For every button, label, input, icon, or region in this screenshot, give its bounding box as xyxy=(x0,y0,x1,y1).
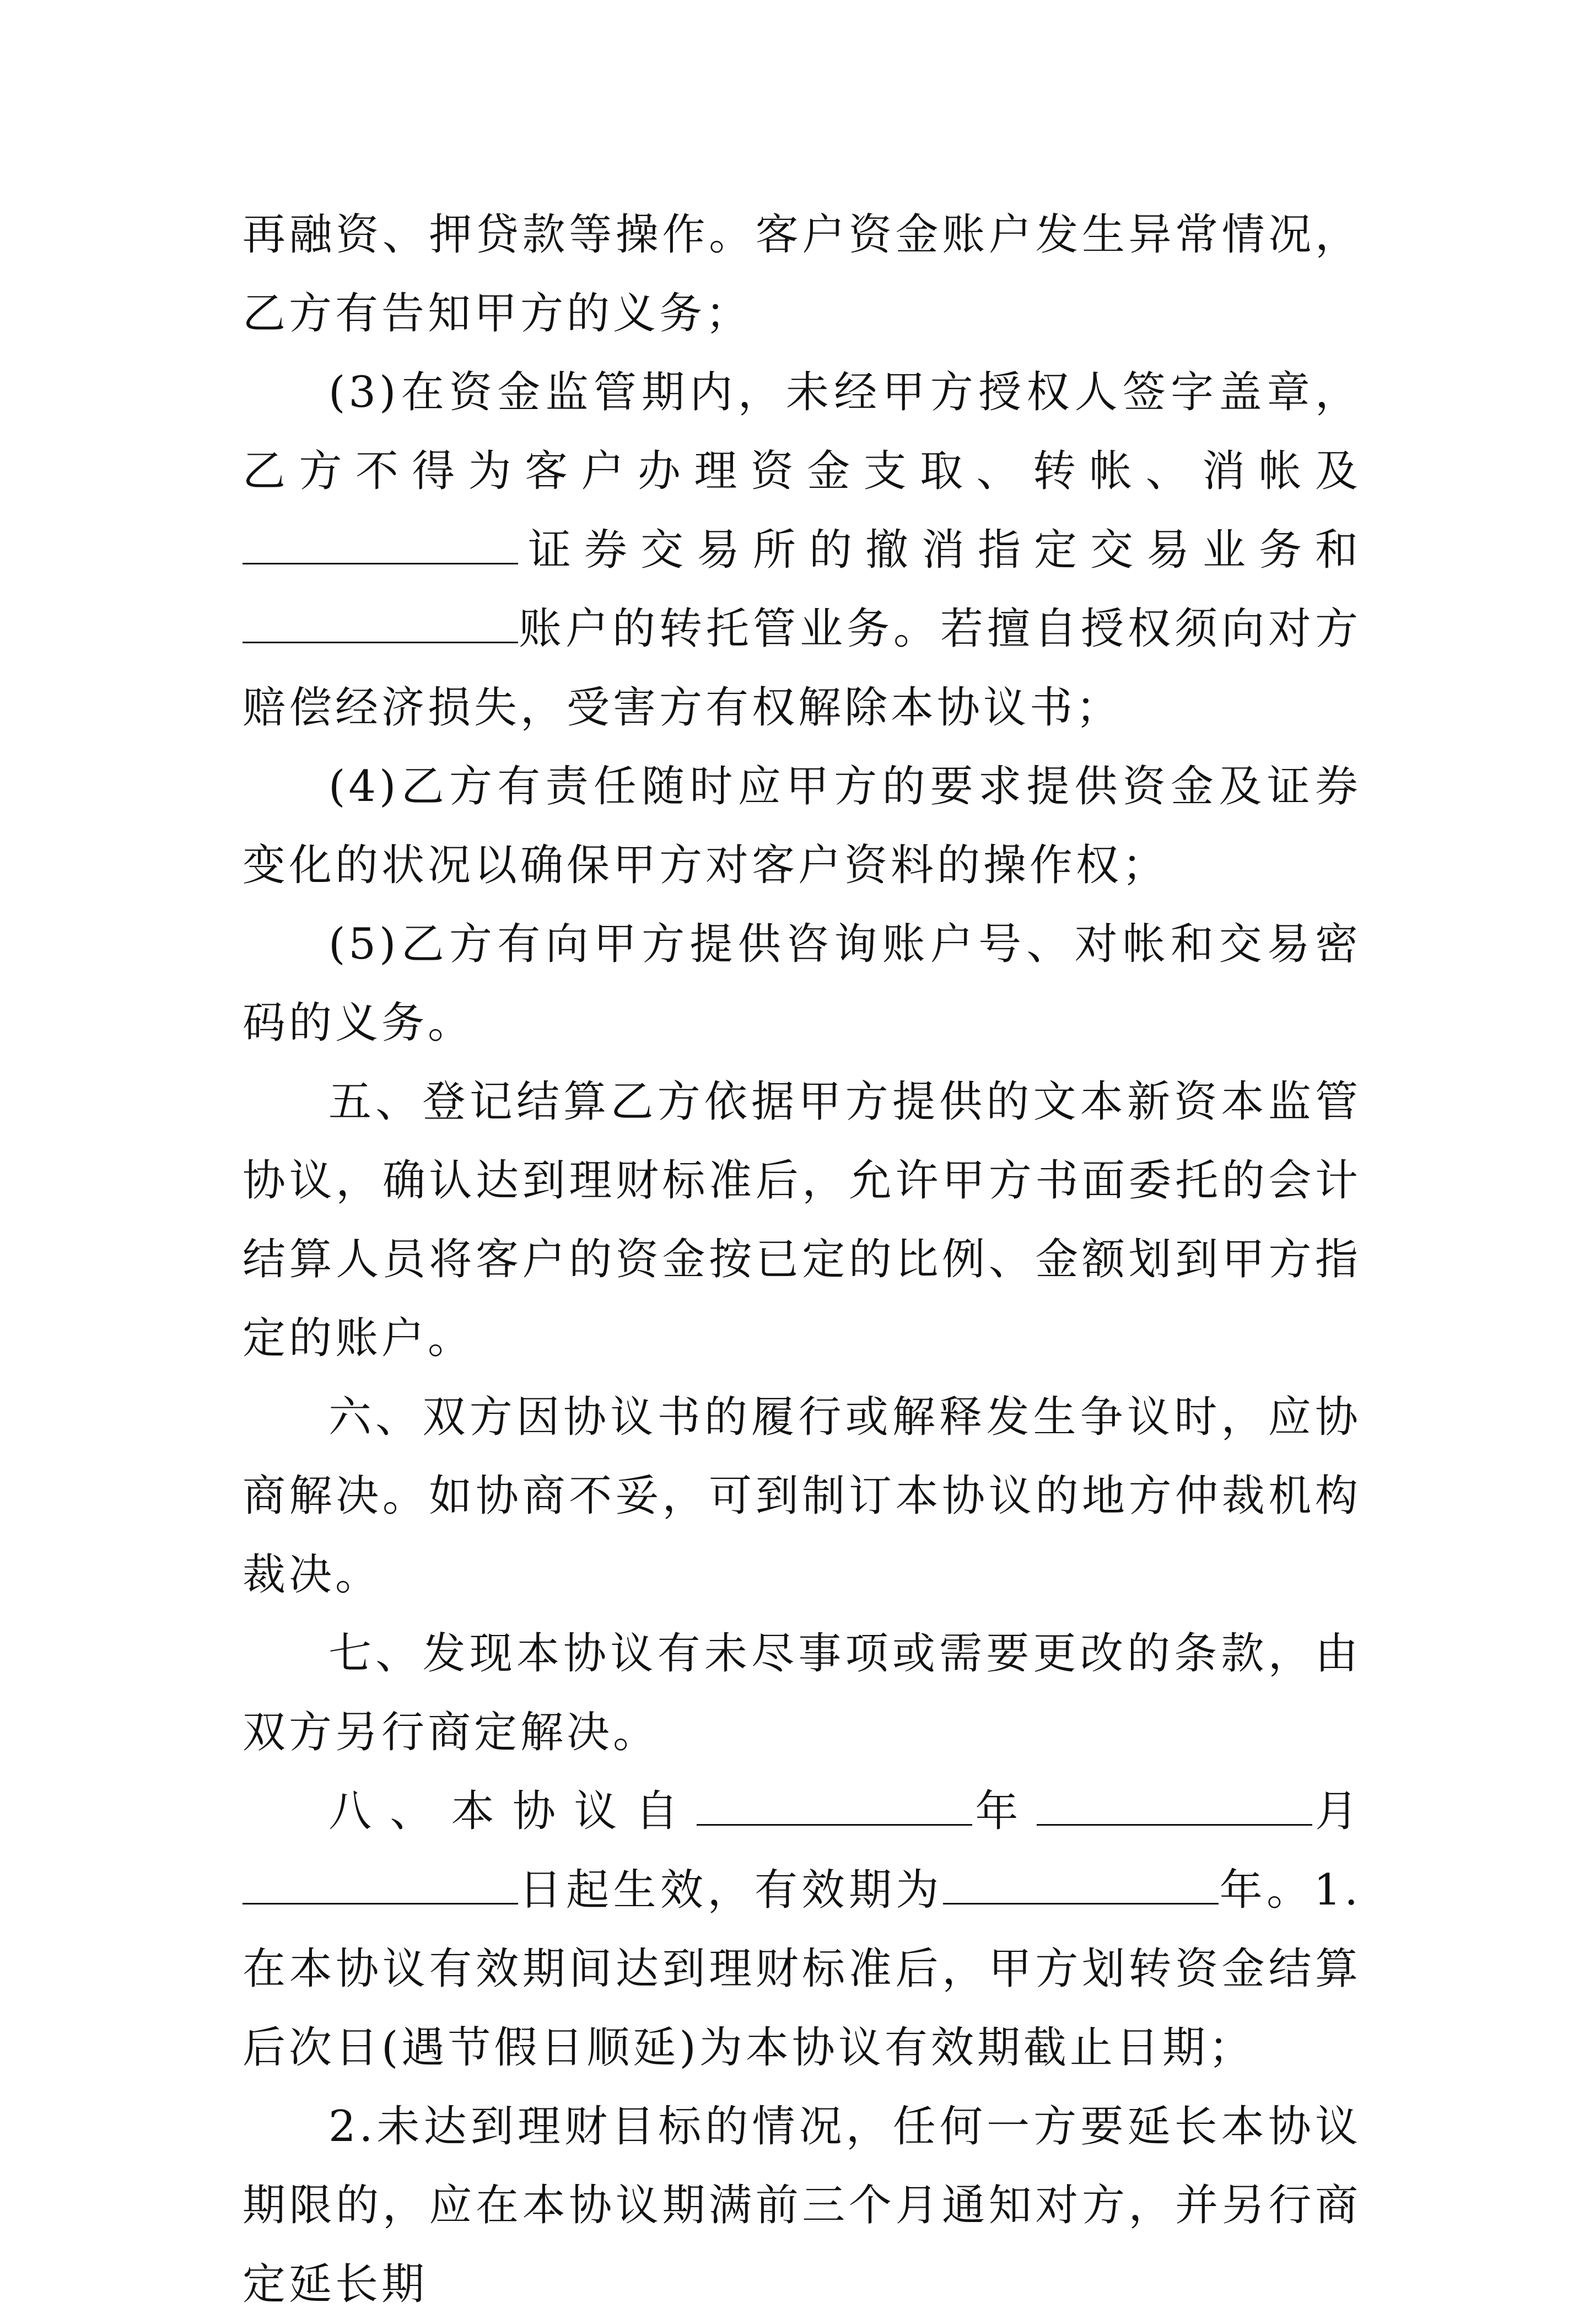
section-8-rest: 年。1.在本协议有效期间达到理财标准后，甲方划转资金结算后次日(遇节假日顺延)为本协议有效期截止日期； xyxy=(243,1865,1361,2073)
paragraph-section-6: 六、双方因协议书的履行或解释发生争议时，应协商解决。如协商不妥，可到制订本协议的地方仲裁机构裁决。 xyxy=(243,1392,1361,1600)
section-8-lead: 八、本协议自 xyxy=(328,1787,697,1836)
paragraph-section-8-item-2: 2.未达到理财目标的情况，任何一方要延长本协议期限的，应在本协议期满前三个月通知对方，并另行商定延长期 xyxy=(243,2102,1361,2309)
year-label: 年 xyxy=(972,1787,1037,1836)
paragraph-clause-5: (5)乙方有向甲方提供咨询账户号、对帐和交易密码的义务。 xyxy=(243,919,1361,1048)
paragraph-continuation: 再融资、押贷款等操作。客户资金账户发生异常情况，乙方有告知甲方的义务； xyxy=(243,210,1361,338)
clause-3-text-part-2: 证券交易所的撤消指定交易业务和 xyxy=(518,525,1361,575)
paragraph-section-8 xyxy=(243,1772,1361,2088)
blank-field-exchange xyxy=(243,526,518,564)
blank-field-year xyxy=(697,1788,972,1826)
blank-field-day xyxy=(243,1866,518,1905)
paragraph-clause-3 xyxy=(243,353,1361,747)
section-8-effective: 日起生效，有效期为 xyxy=(518,1865,944,1915)
paragraph-section-7: 七、发现本协议有未尽事项或需要更改的条款，由双方另行商定解决。 xyxy=(243,1629,1361,1757)
document-body xyxy=(243,196,1361,2324)
paragraph-section-5: 五、登记结算乙方依据甲方提供的文本新资本监管协议，确认达到理财标准后，允许甲方书面委托的会计结算人员将客户的资金按已定的比例、金额划到甲方指定的账户。 xyxy=(243,1077,1361,1363)
month-label: 月 xyxy=(1312,1787,1361,1836)
blank-field-validity-years xyxy=(943,1866,1219,1905)
clause-3-text-part-1: (3)在资金监管期内，未经甲方授权人签字盖章，乙方不得为客户办理资金支取、转帐、消帐及 xyxy=(243,368,1361,496)
clause-3-text-part-3: 账户的转托管业务。若擅自授权须向对方赔偿经济损失，受害方有权解除本协议书； xyxy=(243,604,1361,733)
blank-field-month xyxy=(1037,1788,1312,1826)
blank-field-account xyxy=(243,605,518,643)
paragraph-clause-4: (4)乙方有责任随时应甲方的要求提供资金及证券变化的状况以确保甲方对客户资料的操作权； xyxy=(243,762,1361,890)
